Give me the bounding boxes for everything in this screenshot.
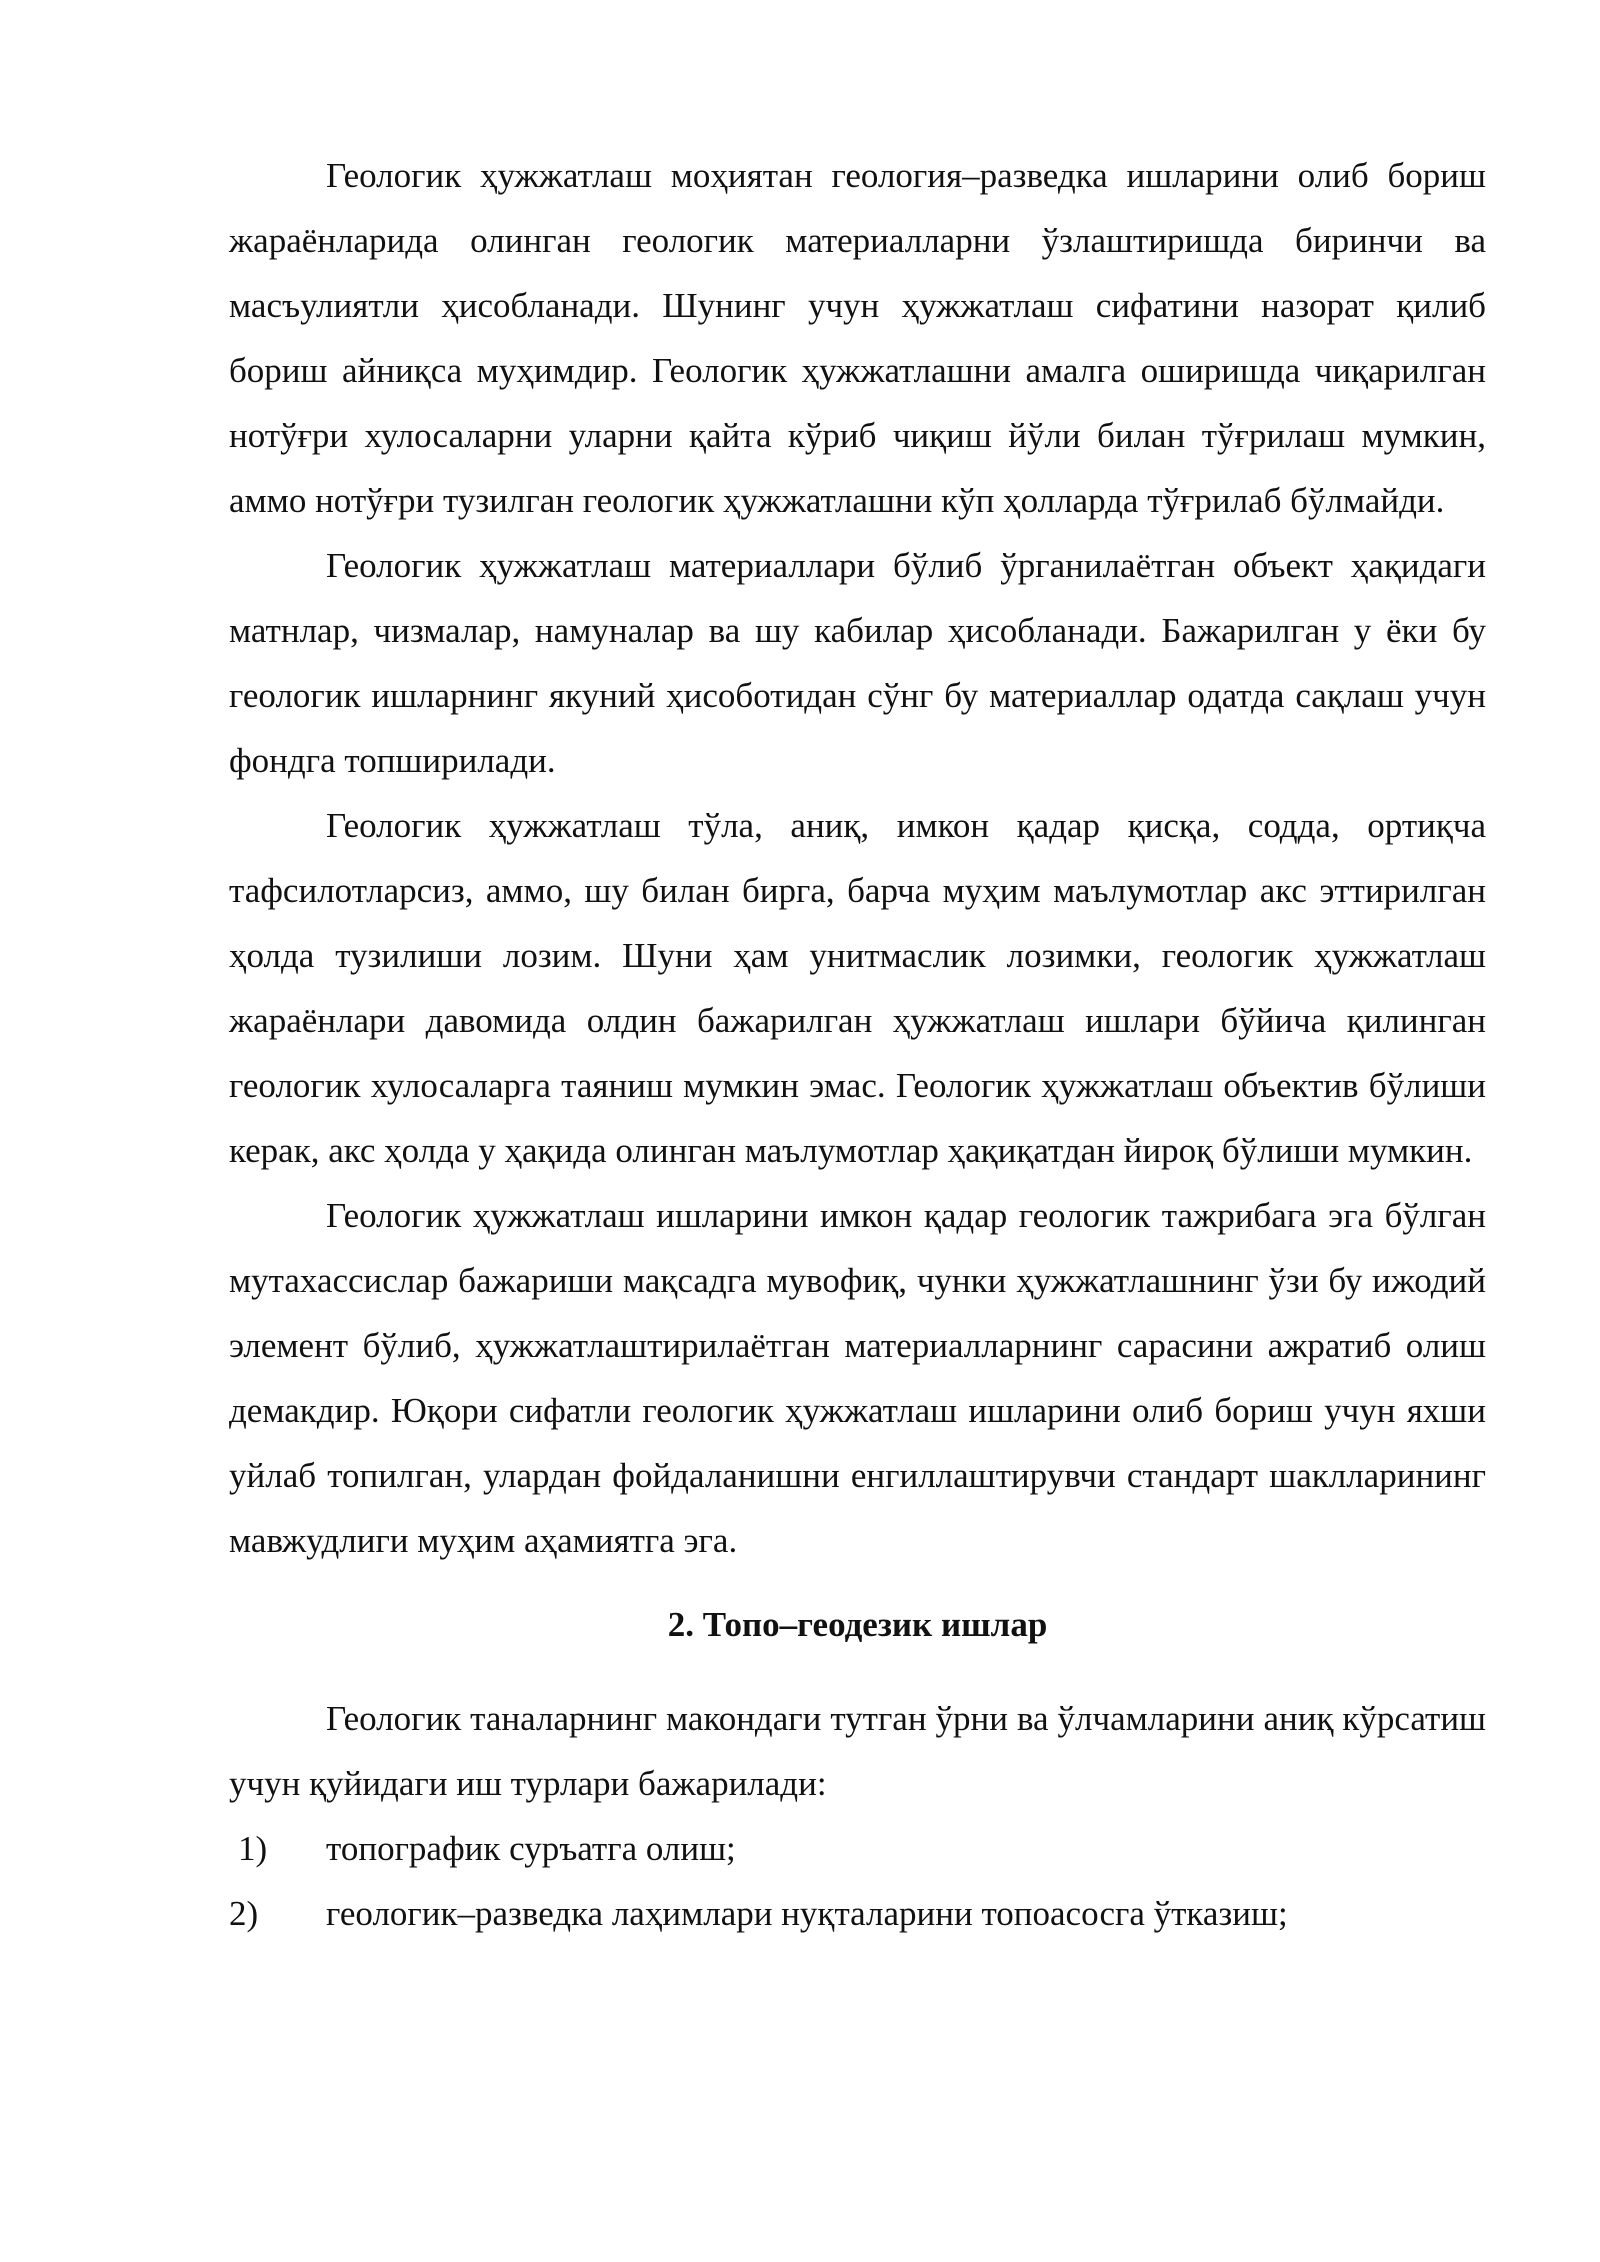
paragraph-2: Геологик ҳужжатлаш материаллари бўлиб ўрганилаётган объект ҳақидаги матнлар, чизмалар, намуналар ва шу кабилар ҳисобланади. Бажарилган у ёки бу геологик ишларнинг якуний ҳисоботидан сўнг бу материаллар одатда сақлаш учун фондга топширилади. xyxy=(229,546,1486,780)
document-body xyxy=(229,143,1486,1946)
work-types-list xyxy=(229,1816,1486,1946)
list-item-text: геологик–разведка лаҳимлари нуқталарини топоасосга ўтказиш; xyxy=(326,1894,1288,1933)
list-item-number: 2) xyxy=(229,1894,259,1933)
list-item xyxy=(229,1881,1486,1946)
section-heading: 2. Топо–геодезик ишлар xyxy=(667,1605,1048,1644)
list-item xyxy=(229,1816,1486,1881)
paragraph-1: Геологик ҳужжатлаш моҳиятан геология–разведка ишларини олиб бориш жараёнларида олинган геологик материалларни ўзлаштиришда биринчи ва масъулиятли ҳисобланади. Шунинг учун ҳужжатлаш сифатини назорат қилиб бориш айниқса муҳимдир. Геологик ҳужжатлашни амалга оширишда чиқарилган нотўғри хулосаларни уларни қайта кўриб чиқиш йўли билан тўғрилаш мумкин, аммо нотўғри тузилган геологик ҳужжатлашни кўп ҳолларда тўғрилаб бўлмайди. xyxy=(229,156,1486,520)
section-intro-paragraph: Геологик таналарнинг макондаги тутган ўрни ва ўлчамларини аниқ кўрсатиш учун қуйидаги иш турлари бажарилади: xyxy=(229,1699,1486,1803)
list-item-number: 1) xyxy=(238,1829,268,1868)
paragraph-3: Геологик ҳужжатлаш тўла, аниқ, имкон қадар қисқа, содда, ортиқча тафсилотларсиз, аммо, шу билан бирга, барча муҳим маълумотлар акс эттирилган ҳолда тузилиши лозим. Шуни ҳам унитмаслик лозимки, геологик ҳужжатлаш жараёнлари давомида олдин бажарилган ҳужжатлаш ишлари бўйича қилинган геологик хулосаларга таяниш мумкин эмас. Геологик ҳужжатлаш объектив бўлиши керак, акс ҳолда у ҳақида олинган маълумотлар ҳақиқатдан йироқ бўлиши мумкин. xyxy=(229,806,1486,1170)
paragraph-4: Геологик ҳужжатлаш ишларини имкон қадар геологик тажрибага эга бўлган мутахассислар бажариши мақсадга мувофиқ, чунки ҳужжатлашнинг ўзи бу ижодий элемент бўлиб, ҳужжатлаштирилаётган материалларнинг сарасини ажратиб олиш демакдир. Юқори сифатли геологик ҳужжатлаш ишларини олиб бориш учун яхши уйлаб топилган, улардан фойдаланишни енгиллаштирувчи стандарт шаклларининг мавжудлиги муҳим аҳамиятга эга. xyxy=(229,1196,1486,1560)
list-item-text: топографик суръатга олиш; xyxy=(326,1829,736,1868)
